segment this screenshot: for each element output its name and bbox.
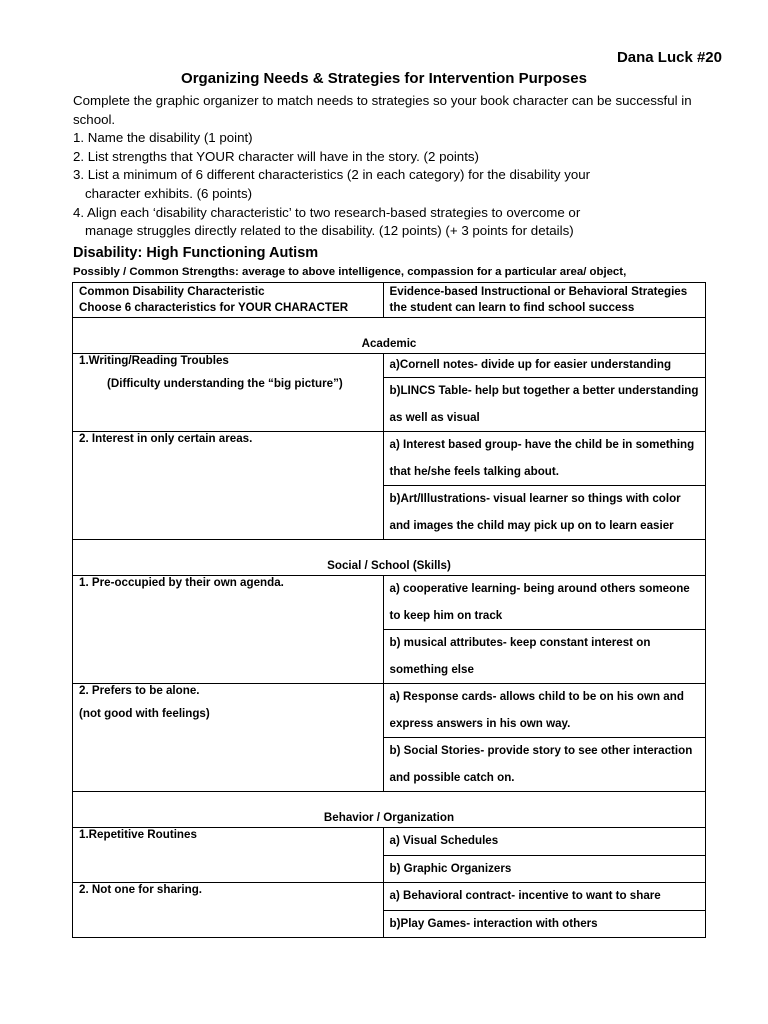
table-row — [73, 432, 706, 486]
strategy-behavior-2b: b)Play Games- interaction with others — [383, 910, 705, 938]
need-cell — [73, 883, 384, 938]
need-academic-1-detail: (Difficulty understanding the “big picture”) — [107, 377, 343, 390]
disability-heading: Disability: High Functioning Autism — [73, 245, 319, 261]
strategy-social-2a: a) Response cards- allows child to be on his own and express answers in his own way. — [383, 684, 705, 738]
header-strategies-line2: the student can learn to find school success — [389, 301, 635, 314]
header-characteristic-line2: Choose 6 characteristics for YOUR CHARACTER — [79, 301, 349, 314]
need-cell — [73, 576, 384, 684]
need-social-2: 2. Prefers to be alone. — [79, 684, 200, 697]
strategy-academic-1b: b)LINCS Table- help but together a better understanding as well as visual — [383, 378, 705, 432]
table-row — [73, 828, 706, 856]
need-cell — [73, 828, 384, 883]
need-academic-2: 2. Interest in only certain areas. — [79, 432, 253, 445]
strategy-behavior-1b: b) Graphic Organizers — [383, 855, 705, 883]
strategy-social-2b: b) Social Stories- provide story to see other interaction and possible catch on. — [383, 738, 705, 792]
strategy-social-1a: a) cooperative learning- being around others someone to keep him on track — [383, 576, 705, 630]
category-row-behavior — [73, 792, 706, 828]
need-cell — [73, 684, 384, 792]
category-academic: Academic — [73, 318, 706, 354]
instruction-step-1: 1. Name the disability (1 point) — [73, 130, 253, 146]
header-characteristic — [73, 283, 384, 318]
category-behavior: Behavior / Organization — [73, 792, 706, 828]
header-strategies-line1: Evidence-based Instructional or Behavioral Strategies — [389, 285, 688, 298]
graphic-organizer-table — [72, 282, 706, 938]
table-row — [73, 576, 706, 630]
strategy-behavior-2a: a) Behavioral contract- incentive to want to share — [383, 883, 705, 911]
strategy-behavior-1a: a) Visual Schedules — [383, 828, 705, 856]
strengths-line: Possibly / Common Strengths: average to above intelligence, compassion for a particular area/ object, — [73, 266, 627, 278]
instruction-step-4-cont: manage struggles directly related to the disability. (12 points) (+ 3 points for details) — [85, 223, 574, 239]
instruction-step-3: 3. List a minimum of 6 different characteristics (2 in each category) for the disability your — [73, 167, 591, 183]
instruction-step-3-cont: character exhibits. (6 points) — [85, 185, 253, 201]
need-social-2-detail: (not good with feelings) — [79, 707, 210, 720]
table-row — [73, 684, 706, 738]
instruction-step-4: 4. Align each ‘disability characteristic’ to two research-based strategies to overcome or — [73, 204, 581, 220]
strategy-academic-2a: a) Interest based group- have the child be in something that he/she feels talking about. — [383, 432, 705, 486]
instructions-intro: Complete the graphic organizer to match needs to strategies so your book character can be successful in school. — [73, 93, 692, 127]
table-row — [73, 883, 706, 911]
table-row — [73, 354, 706, 378]
instruction-step-2: 2. List strengths that YOUR character will have in the story. (2 points) — [73, 148, 479, 164]
header-strategies — [383, 283, 705, 318]
need-cell — [73, 354, 384, 432]
category-row-academic — [73, 318, 706, 354]
need-cell — [73, 432, 384, 540]
author-name: Dana Luck #20 — [616, 49, 722, 66]
need-academic-1: 1.Writing/Reading Troubles — [79, 354, 229, 367]
table-header-row — [73, 283, 706, 318]
strategy-academic-2b: b)Art/Illustrations- visual learner so things with color and images the child may pick up on to learn easier — [383, 486, 705, 540]
category-row-social — [73, 540, 706, 576]
strategy-social-1b: b) musical attributes- keep constant interest on something else — [383, 630, 705, 684]
need-social-1: 1. Pre-occupied by their own agenda. — [79, 576, 284, 589]
document-title: Organizing Needs & Strategies for Intervention Purposes — [181, 70, 587, 87]
header-characteristic-line1: Common Disability Characteristic — [79, 285, 265, 298]
need-behavior-2: 2. Not one for sharing. — [79, 883, 203, 896]
strategy-academic-1a: a)Cornell notes- divide up for easier understanding — [383, 354, 705, 378]
need-behavior-1: 1.Repetitive Routines — [79, 828, 197, 841]
category-social: Social / School (Skills) — [73, 540, 706, 576]
instructions — [73, 92, 723, 241]
